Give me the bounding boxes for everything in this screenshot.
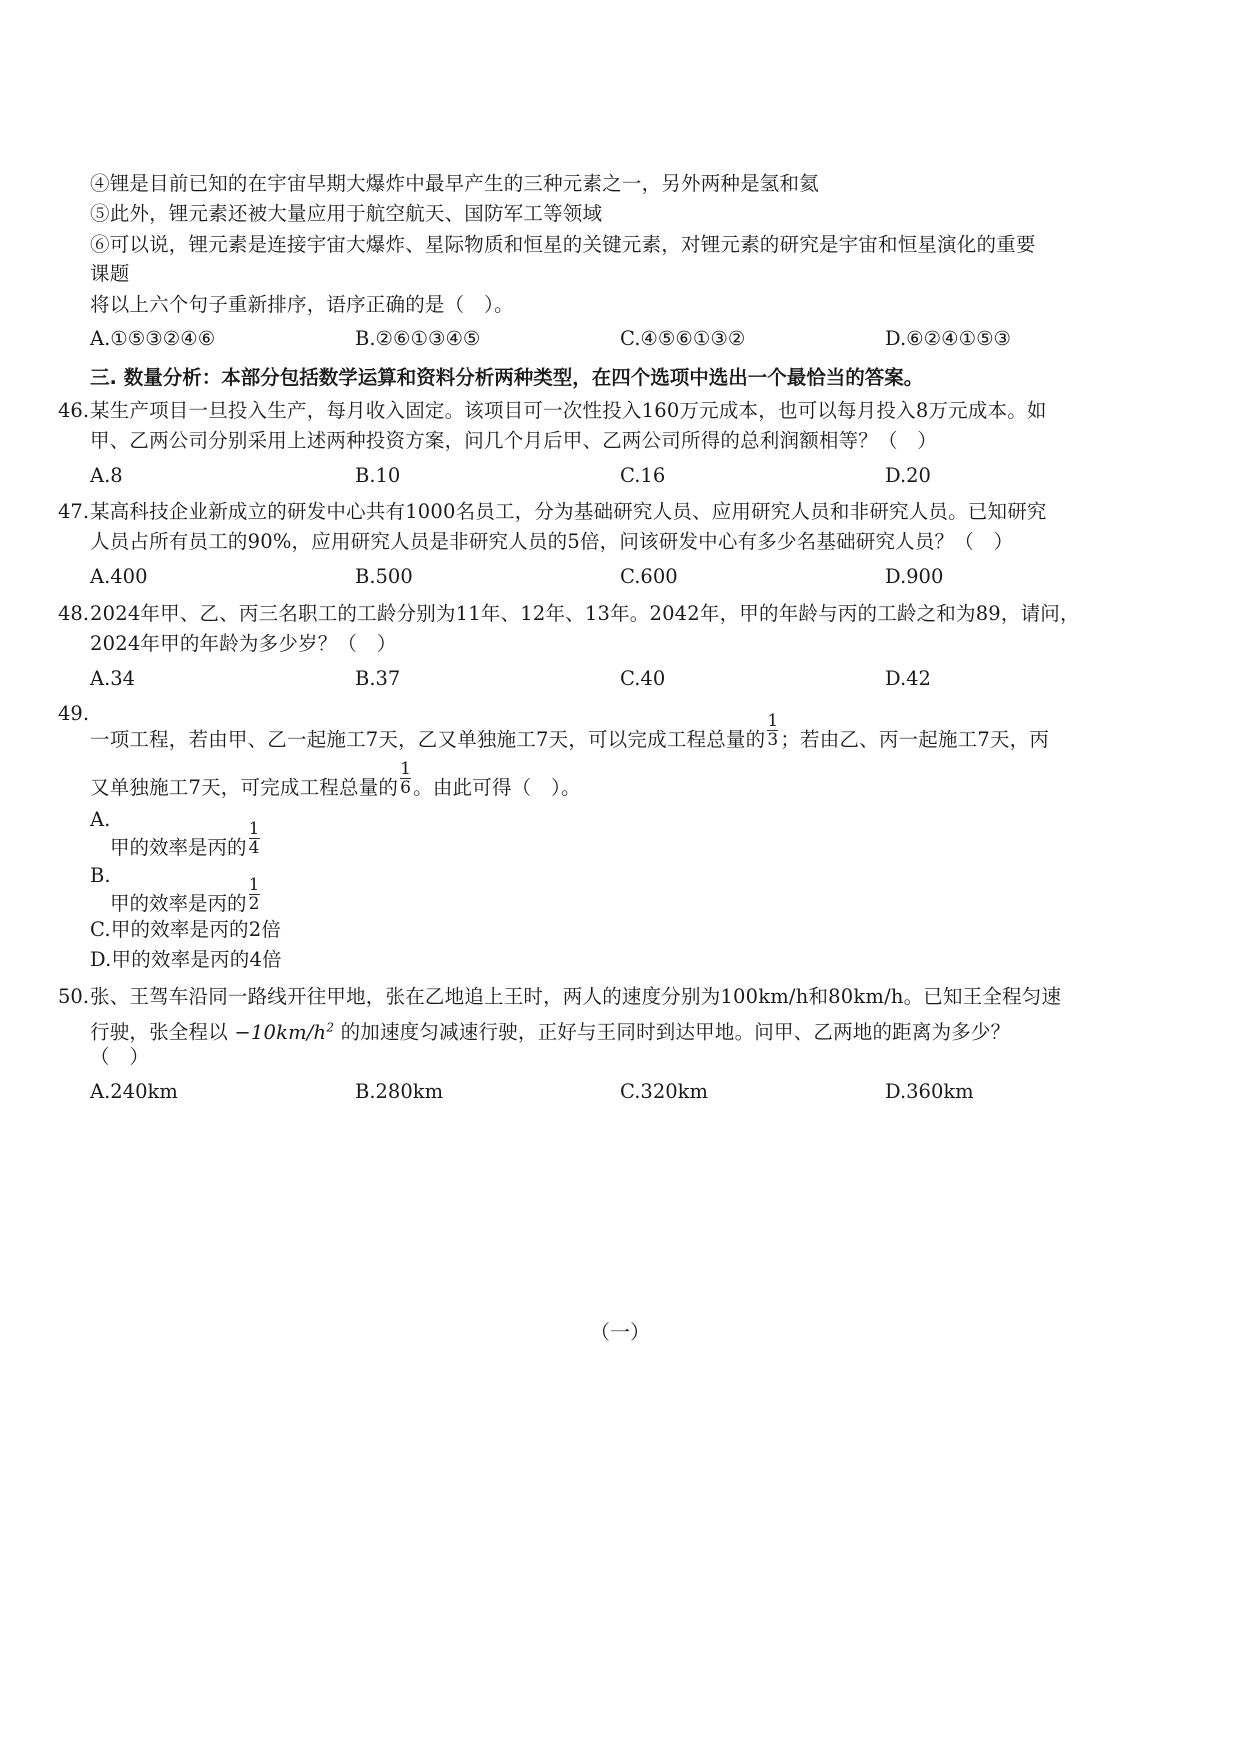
- option-c: C.40: [620, 667, 666, 690]
- option-a: A.①⑤③②④⑥: [90, 327, 216, 350]
- question-49-line-1: [90, 711, 1050, 759]
- option-d: D.⑥②④①⑤③: [885, 327, 1012, 350]
- question-48-line-2: 2024年甲的年龄为多少岁？（ ）: [90, 632, 397, 655]
- fraction-one-half: $\frac{1}{2}$: [248, 875, 260, 914]
- question-49-text: 一项工程，若由甲、乙一起施工7天，乙又单独施工7天，可以完成工程总量的: [90, 728, 766, 751]
- option-a-label: A.: [90, 808, 111, 831]
- question-number: 46.: [58, 399, 90, 422]
- fraction-one-quarter: $\frac{1}{4}$: [248, 819, 260, 858]
- fraction-one-sixth: $\frac{1}{6}$: [400, 759, 412, 798]
- option-c: C.600: [620, 565, 678, 588]
- option-b: B.②⑥①③④⑤: [355, 327, 481, 350]
- page-footer: （一）: [590, 1320, 650, 1344]
- option-c: C.甲的效率是丙的2倍: [90, 918, 282, 941]
- question-number: 49.: [58, 702, 90, 725]
- question-47-line-1: 某高科技企业新成立的研发中心共有1000名员工，分为基础研究人员、应用研究人员和非研究人员。已知研究: [90, 500, 1047, 523]
- sentence-6-continued: 课题: [90, 262, 130, 285]
- option-b: B.280km: [355, 1080, 444, 1103]
- acceleration-formula: $-10km/h^2$: [234, 1020, 335, 1044]
- option-b: B.10: [355, 464, 401, 487]
- question-49-text: ；若由乙、丙一起施工7天，丙: [780, 728, 1050, 751]
- question-number: 47.: [58, 500, 90, 523]
- question-49-text: 。由此可得（ ）。: [413, 776, 581, 799]
- section-heading: 三. 数量分析：本部分包括数学运算和资料分析两种类型，在四个选项中选出一个最恰当的答案。: [90, 366, 924, 389]
- option-a: A.240km: [90, 1080, 178, 1103]
- option-c: C.320km: [620, 1080, 708, 1103]
- sentence-4: ④锂是目前已知的在宇宙早期大爆炸中最早产生的三种元素之一，另外两种是氢和氦: [90, 172, 819, 195]
- question-50-line-3: （ ）: [90, 1045, 150, 1068]
- question-number: 50.: [58, 985, 90, 1008]
- option-a: A.400: [90, 565, 148, 588]
- option-d: D.20: [885, 464, 931, 487]
- option-c: C.16: [620, 464, 666, 487]
- option-d: D.甲的效率是丙的4倍: [90, 948, 282, 971]
- question-50-line-2: 行驶，张全程以 $-10km/h^2$ 的加速度匀减速行驶，正好与王同时到达甲地。问甲、乙两地的距离为多少？: [90, 1020, 1011, 1044]
- question-number: 48.: [58, 602, 90, 625]
- sentence-6: ⑥可以说，锂元素是连接宇宙大爆炸、星际物质和恒星的关键元素，对锂元素的研究是宇宙和恒星演化的重要: [90, 233, 1036, 256]
- option-d: D.900: [885, 565, 944, 588]
- option-d: D.42: [885, 667, 931, 690]
- question-46-line-1: 某生产项目一旦投入生产，每月收入固定。该项目可一次性投入160万元成本，也可以每月投入8万元成本。如: [90, 399, 1047, 422]
- option-a: A.8: [90, 464, 123, 487]
- option-a: 甲的效率是丙的 $\frac{1}{4}$: [110, 819, 260, 859]
- question-50-line-1: 张、王驾车沿同一路线开往甲地，张在乙地追上王时，两人的速度分别为100km/h和80km/h。已知王全程匀速: [90, 985, 1062, 1008]
- question-49-text: 又单独施工7天，可完成工程总量的: [90, 776, 399, 799]
- option-b: 甲的效率是丙的 $\frac{1}{2}$: [110, 875, 260, 915]
- option-c: C.④⑤⑥①③②: [620, 327, 746, 350]
- question-49-line-2: [90, 759, 581, 807]
- question-48-line-1: 2024年甲、乙、丙三名职工的工龄分别为11年、12年、13年。2042年，甲的年龄与丙的工龄之和为89，请问，: [90, 602, 1080, 625]
- option-b: B.37: [355, 667, 401, 690]
- option-b-label: B.: [90, 864, 111, 887]
- option-b: B.500: [355, 565, 413, 588]
- question-46-line-2: 甲、乙两公司分别采用上述两种投资方案，问几个月后甲、乙两公司所得的总利润额相等？（ ）: [90, 429, 938, 452]
- option-d: D.360km: [885, 1080, 974, 1103]
- ordering-prompt: 将以上六个句子重新排序，语序正确的是（ ）。: [90, 293, 514, 316]
- option-a: A.34: [90, 667, 136, 690]
- question-47-line-2: 人员占所有员工的90%，应用研究人员是非研究人员的5倍，问该研发中心有多少名基础研究人员？（ ）: [90, 530, 1014, 553]
- fraction-one-third: $\frac{1}{3}$: [767, 711, 779, 750]
- sentence-5: ⑤此外，锂元素还被大量应用于航空航天、国防军工等领域: [90, 202, 603, 225]
